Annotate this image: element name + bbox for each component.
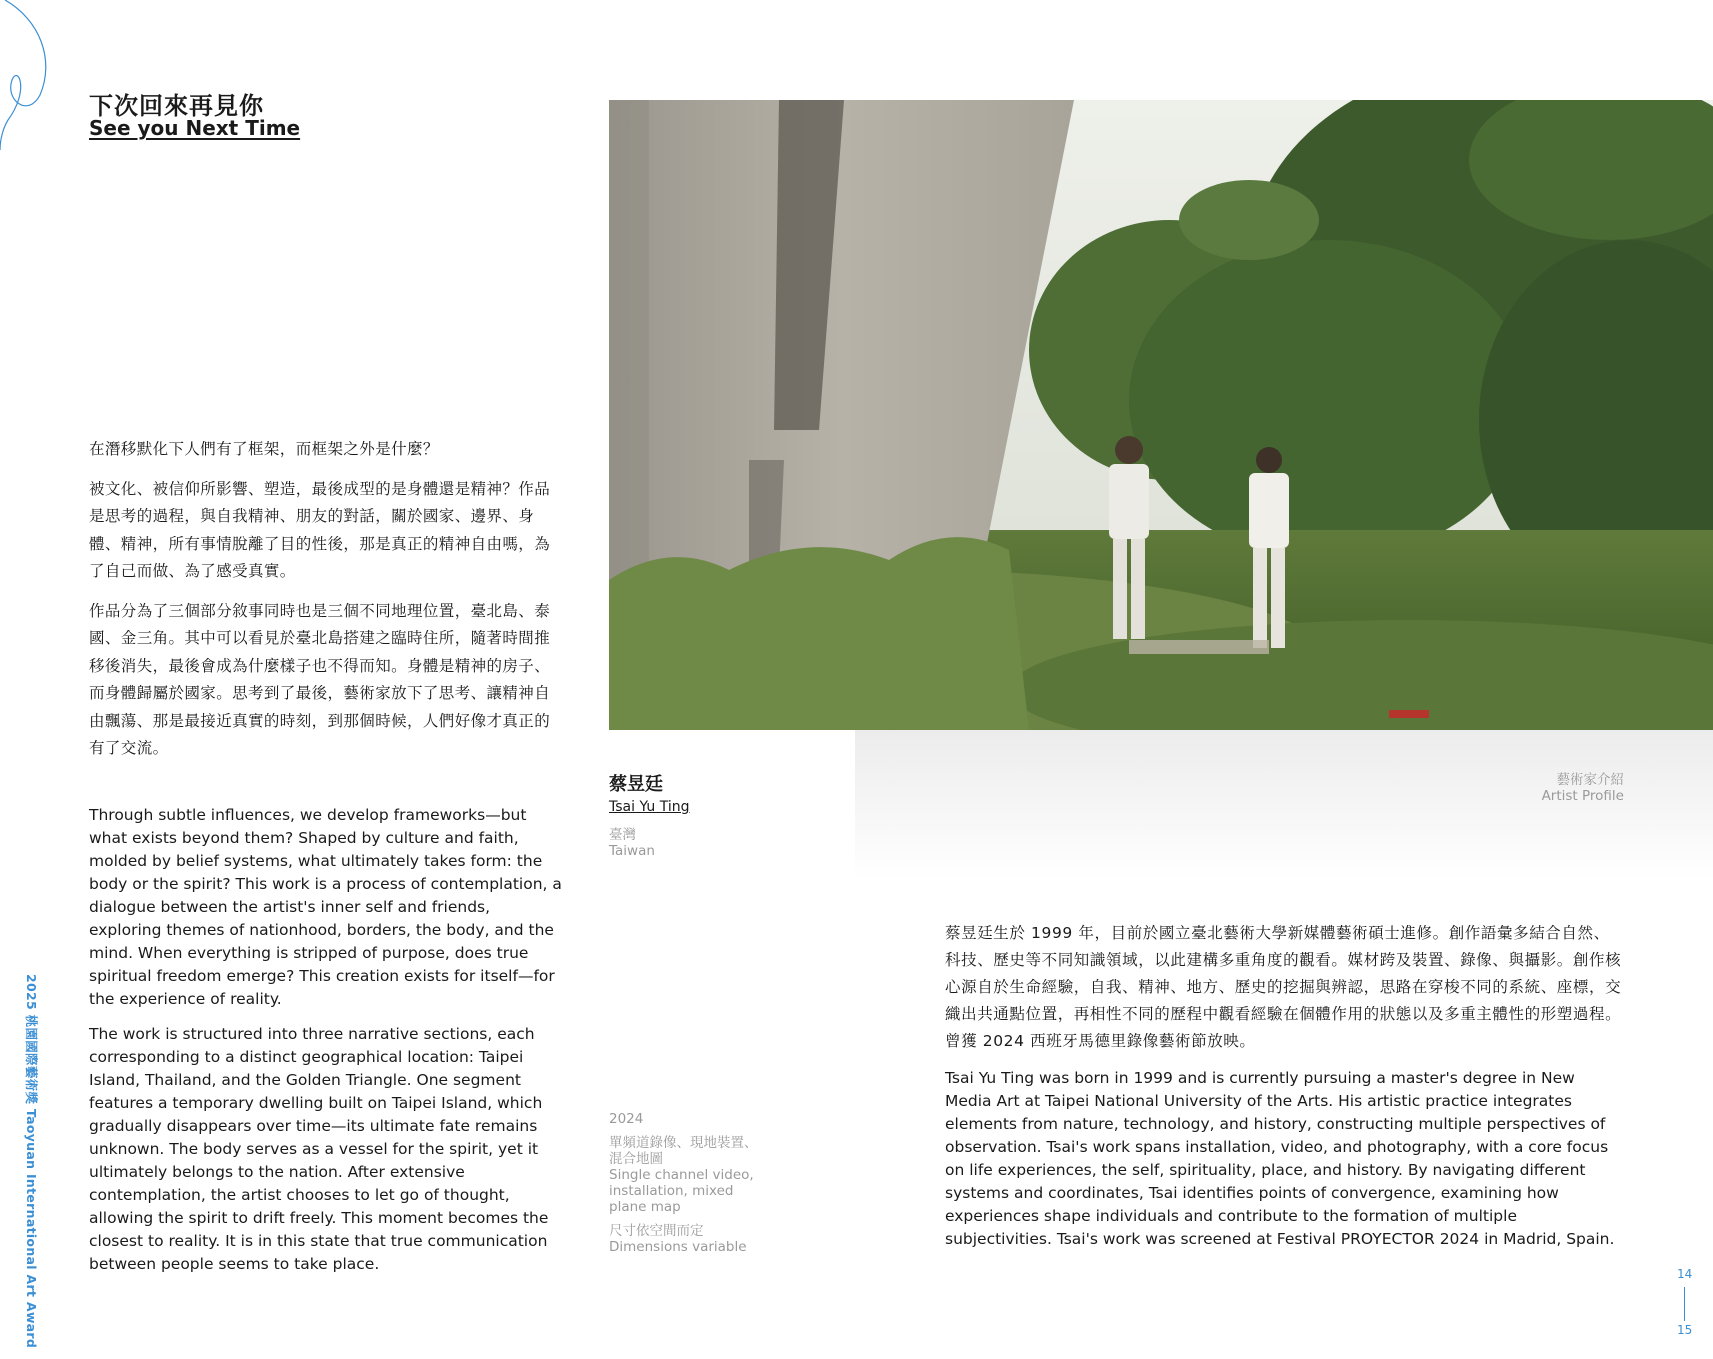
bio-zh: 蔡昱廷生於 1999 年，目前於國立臺北藝術大學新媒體藝術碩士進修。創作語彙多結合自然、科技、歷史等不同知識領域，以此建構多重角度的觀看。媒材跨及裝置、錄像、與攝影。創作核心源自於生命經驗，自我、精神、地方、歷史的挖掘與辨認，思路在穿梭不同的系統、座標，交織出共通點位置，再相性不同的歷程中觀看經驗在個體作用的狀態以及多重主體性的形塑過程。曾獲 2024 西班牙馬德里錄像藝術節放映。 bbox=[945, 924, 1622, 1050]
description-zh-paragraph: 作品分為了三個部分敘事同時也是三個不同地理位置，臺北島、泰國、金三角。其中可以看見於臺北島搭建之臨時住所，隨著時間推移後消失，最後會成為什麼樣子也不得而知。身體是精神的房子、而身體歸屬於國家。思考到了最後，藝術家放下了思考、讓精神自由飄蕩、那是最接近真實的時刻，到那個時候，人們好像才真正的有了交流。 bbox=[89, 601, 551, 757]
profile-background bbox=[855, 730, 1713, 880]
decorative-curve bbox=[0, 0, 60, 160]
description-en-paragraph: Through subtle influences, we develop frameworks—but what exists beyond them? Shaped by culture and faith, molded by belief systems, what ultimately takes form: the body or the spirit? This work is a process of contemplation, a dialogue between the artist's inner self and friends, exploring themes of nationhood, borders, the body, and the mind. When everything is stripped of purpose, does true spiritual freedom emerge? This creation exists for itself—for the experience of reality. bbox=[89, 806, 562, 1008]
description-zh-paragraph: 在潛移默化下人們有了框架，而框架之外是什麼？ bbox=[89, 440, 439, 458]
page-number-divider bbox=[1684, 1287, 1685, 1321]
artist-country-en: Taiwan bbox=[609, 843, 655, 859]
page-number-right: 15 bbox=[1677, 1323, 1693, 1337]
profile-label-en: Artist Profile bbox=[1541, 788, 1624, 804]
work-year: 2024 bbox=[609, 1111, 644, 1127]
size-en: Dimensions variable bbox=[609, 1239, 747, 1255]
profile-label bbox=[1542, 772, 1624, 804]
medium-zh-line1: 單頻道錄像、現地裝置、 bbox=[609, 1135, 758, 1151]
profile-label-zh: 藝術家介紹 bbox=[1556, 772, 1624, 788]
page-number-left: 14 bbox=[1677, 1267, 1693, 1281]
artist-name-en: Tsai Yu Ting bbox=[609, 799, 690, 815]
description-zh bbox=[89, 436, 559, 775]
artwork-photo bbox=[609, 100, 1713, 730]
side-title bbox=[22, 974, 42, 1349]
description-en-paragraph: The work is structured into three narrative sections, each corresponding to a distinct geographical location: Taipei Island, Thailand, and the Golden Triangle. One segment features a temporary dwelling built on Taipei Island, which gradually disappears over time—its ultimate fate remains unknown. The body serves as a vessel for the spirit, yet it ultimately belongs to the nation. After extensive contemplation, the artist chooses to let go of thought, allowing the spirit to drift freely. This moment becomes the closest to reality. It is in this state that true communication between people seems to take place. bbox=[89, 1025, 549, 1273]
artist-name-zh: 蔡昱廷 bbox=[609, 774, 663, 795]
side-title-text: 2025 桃園國際藝術獎 Taoyuan International Art Award bbox=[24, 974, 39, 1349]
medium-en-line1: Single channel video, bbox=[609, 1167, 754, 1183]
bio-en: Tsai Yu Ting was born in 1999 and is currently pursuing a master's degree in New Media Art at Taipei National University of the Arts. His artistic practice integrates elements from nature, technology, and history, constructing multiple perspectives of observation. Tsai's work spans installation, video, and photography, with a core focus on life experiences, the self, spirituality, place, and history. By navigating different systems and coordinates, Tsai identifies points of convergence, examining how experiences shape individuals and contribute to the formation of multiple subjectivities. Tsai's work was screened at Festival PROYECTOR 2024 in Madrid, Spain. bbox=[945, 1069, 1615, 1248]
work-title-zh: 下次回來再見你 bbox=[89, 92, 264, 120]
medium-en-line3: plane map bbox=[609, 1199, 681, 1215]
artist-country bbox=[609, 827, 655, 859]
medium-en-line2: installation, mixed bbox=[609, 1183, 734, 1199]
artist-country-zh: 臺灣 bbox=[609, 827, 636, 843]
work-title-en: See you Next Time bbox=[89, 116, 301, 140]
description-en bbox=[89, 804, 564, 1288]
work-info bbox=[609, 1111, 758, 1255]
size-zh: 尺寸依空間而定 bbox=[609, 1223, 704, 1239]
artist-bio bbox=[945, 920, 1625, 1263]
medium-zh-line2: 混合地圖 bbox=[609, 1151, 663, 1167]
description-zh-paragraph: 被文化、被信仰所影響、塑造，最後成型的是身體還是精神？作品是思考的過程，與自我精神、朋友的對話，關於國家、邊界、身體、精神，所有事情脫離了目的性後，那是真正的精神自由嗎，為了自己而做、為了感受真實。 bbox=[89, 479, 551, 580]
